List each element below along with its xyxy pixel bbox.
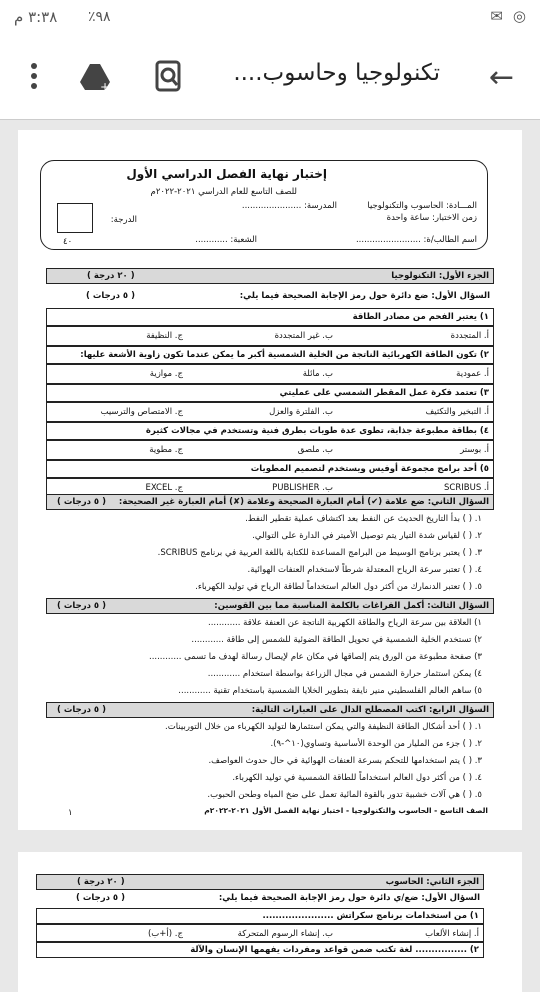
q2-item: ١. ( ) بدأ التاريخ الحديث عن النفط بعد اكتشاف عملية تقطير النفط. [245, 514, 482, 524]
whatsapp-icon: ◎ [512, 7, 526, 25]
page-number: ١ [68, 808, 73, 818]
exam-page-1 [18, 130, 522, 830]
mcq-item-stem [46, 346, 494, 364]
mcq-option-c: ج. موازية [149, 369, 183, 379]
q3-header [46, 598, 494, 614]
q4-score: ( ٥ درجات ) [57, 705, 106, 715]
mcq-option-a: أ. SCRIBUS [444, 483, 489, 493]
q2-title: السؤال الثاني: ضع علامة (✔) أمام العبارة الصحيحة وعلامة (✘) أمام العبارة غير الصحيحة: [118, 497, 489, 507]
q4-item: ٣. ( ) يتم استخدامها للتحكم بسرعة العنفات الهوائية في حال حدوث العواصف. [208, 756, 482, 766]
mcq-item-options [46, 402, 494, 422]
q3-item: ٤) يمكن استثمار حرارة الشمس في مجال الزراعة بواسطة استخدام ............ [207, 669, 482, 679]
mcq-item-stem [46, 308, 494, 326]
part2-title: الجزء الثاني: الحاسوب [385, 877, 479, 887]
part1-title: الجزء الأول: التكنولوجيا [391, 271, 489, 281]
mcq-option-b: ب. ملصق [297, 445, 333, 455]
p2-item2-stem [36, 942, 484, 958]
exam-section: الشعبة: ............ [195, 235, 257, 245]
exam-subject: المـــادة: الحاسوب والتكنولوجيا [367, 201, 477, 211]
exam-grade-label: الدرجة: [110, 215, 137, 225]
mcq-item-text: ١) يعتبر الفحم من مصادر الطاقة [352, 312, 489, 322]
mcq-item-text: ٤) بطاقة مطبوعة جذابة، تطوى عدة طويات بطرق فنية وتستخدم في مجالات كثيرة [145, 426, 489, 436]
q2-score: ( ٥ درجات ) [57, 497, 106, 507]
back-arrow-icon[interactable]: ← [488, 60, 514, 95]
exam-time: زمن الاختبار: ساعة واحدة [386, 213, 477, 223]
q2-item: ٥. ( ) تعتبر الدنمارك من أكثر دول العالم استخداماً لطاقة الرياح في توليد الكهرباء. [195, 582, 482, 592]
mcq-item-options [46, 440, 494, 460]
mcq-item-text: ٣) تعتمد فكرة عمل المقطر الشمسي على عمليتي [279, 388, 489, 398]
p2-item1-option-a: أ. إنشاء الألعاب [425, 929, 479, 939]
p2q1-header [36, 892, 484, 906]
q2-item: ٤. ( ) تعتبر سرعة الرياح المعتدلة شرطاً لاستخدام العنفات الهوائية. [247, 565, 482, 575]
grade-box [57, 203, 93, 233]
mcq-option-a: أ. التبخير والتكثيف [425, 407, 489, 417]
p2-item1-options [36, 924, 484, 942]
p2-item1-option-c: ج. (أ+ب) [147, 929, 183, 939]
q4-item: ٢. ( ) جزء من المليار من الوحدة الأساسية وتساوي(١٠^-٩). [270, 739, 482, 749]
part1-score: ( ٢٠ درجة ) [87, 271, 135, 281]
part2-score: ( ٢٠ درجة ) [77, 877, 125, 887]
exam-total: ٤٠ [63, 237, 73, 247]
mcq-option-b: ب. PUBLISHER [272, 483, 333, 493]
mcq-item-stem [46, 384, 494, 402]
svg-text:+: + [100, 80, 111, 94]
q3-item: ٥) ساهم العالم الفلسطيني منير نايفة بتطوير الخلايا الشمسية باستخدام تقنية ............ [178, 686, 482, 696]
status-time: ٣:٣٨ م [14, 8, 58, 26]
part1-header [46, 268, 494, 284]
search-document-icon[interactable] [150, 58, 186, 94]
mcq-option-b: ب. غير المتجددة [274, 331, 333, 341]
exam-title: إختبار نهاية الفصل الدراسي الأول [126, 167, 327, 181]
mcq-option-c: ج. EXCEL [145, 483, 183, 493]
part2-header [36, 874, 484, 890]
notification-icon: ✉ [490, 7, 503, 25]
q3-score: ( ٥ درجات ) [57, 601, 106, 611]
app-bar [0, 36, 540, 120]
exam-student: اسم الطالب/ة: ........................ [355, 235, 477, 245]
q3-title: السؤال الثالث: أكمل الفراغات بالكلمة المناسبة مما بين القوسين: [214, 601, 489, 611]
page-footer: الصف التاسع - الحاسوب والتكنولوجيا - اختبار نهاية الفصل الأول ٢٠٢١-٢٠٢٢م [204, 806, 488, 815]
status-battery: ٩٨٪ [88, 9, 111, 25]
mcq-option-a: أ. بوستر [460, 445, 489, 455]
mcq-item-stem [46, 422, 494, 440]
q3-item: ٣) صفحة مطبوعة من الورق يتم إلصاقها في مكان عام لإيصال رسالة لهدف ما تسمى ............ [149, 652, 482, 662]
mcq-item-text: ٥) أحد برامج مجموعة أوفيس ويستخدم لتصميم المطويات [250, 464, 489, 474]
mcq-item-options [46, 326, 494, 346]
mcq-item-text: ٢) تكون الطاقة الكهربائية الناتجة من الخلية الشمسية أكبر ما يمكن عندما تكون زاوية الأشعة عليها: [80, 350, 489, 360]
q4-title: السؤال الرابع: اكتب المصطلح الدال على العبارات التالية: [251, 705, 489, 715]
mcq-option-b: ب. مائلة [302, 369, 333, 379]
document-title: تكنولوجيا وحاسوب.... [233, 60, 440, 86]
q4-item: ٥. ( ) هي آلات خشبية تدور بالقوة المائية تعمل على ضخ المياه وطحن الحبوب. [207, 790, 482, 800]
mcq-option-a: أ. المتجددة [450, 331, 489, 341]
status-bar [0, 0, 540, 36]
exam-class: للصف التاسع للعام الدراسي ٢٠٢١-٢٠٢٢م [150, 187, 297, 197]
exam-school: المدرسة: ...................... [241, 201, 337, 211]
drive-add-icon[interactable] [78, 58, 114, 94]
p2-item2-text: ٢) ................ لغة تكتب ضمن قواعد ومفردات يفهمها الإنسان والآلة [190, 945, 479, 955]
exam-header [40, 160, 488, 250]
q1-score: ( ٥ درجات ) [86, 291, 135, 301]
exam-page-2 [18, 852, 522, 992]
mcq-option-c: ج. النظيفة [146, 331, 183, 341]
p2q1-score: ( ٥ درجات ) [76, 893, 125, 903]
mcq-item-options [46, 364, 494, 384]
q3-item: ١) العلاقة بين سرعة الرياح والطاقة الكهربية الناتجة عن العنفة علاقة ............ [208, 618, 482, 628]
mcq-option-a: أ. عمودية [456, 369, 489, 379]
q2-header [46, 494, 494, 510]
q4-header [46, 702, 494, 718]
p2-item1-text: ١) من استخدامات برنامج سكراتش ...................... [262, 911, 479, 921]
q3-item: ٢) تستخدم الخلية الشمسية في تحويل الطاقة الضوئية للشمس إلى طاقة ............ [191, 635, 482, 645]
p2q1-title: السؤال الأول: ضع/ي دائرة حول رمز الإجابة الصحيحة فيما يلي: [218, 893, 480, 903]
q2-item: ٢. ( ) لقياس شدة التيار يتم توصيل الأميتر في الدارة على التوالي. [252, 531, 482, 541]
q2-item: ٣. ( ) يعتبر برنامج الوسيط من البرامج المساعدة للكتابة باللغة العربية في برنامج SCRIBUS. [157, 548, 482, 558]
status-icons [490, 7, 526, 25]
mcq-option-c: ج. الامتصاص والترسيب [100, 407, 183, 417]
p2-item1-stem [36, 908, 484, 924]
q4-item: ٤. ( ) من أكثر دول العالم استخداماً للطاقة الشمسية في توليد الكهرباء. [232, 773, 482, 783]
q1-header [46, 290, 494, 304]
q1-title: السؤال الأول: ضع دائرة حول رمز الإجابة الصحيحة فيما يلي: [239, 291, 490, 301]
more-options-icon[interactable] [16, 58, 52, 94]
q4-item: ١. ( ) أحد أشكال الطاقة النظيفة والتي يمكن استثمارها لتوليد الكهرباء من خلال التوربينات. [165, 722, 482, 732]
mcq-item-stem [46, 460, 494, 478]
mcq-option-c: ج. مطوية [149, 445, 183, 455]
mcq-option-b: ب. الفلترة والعزل [269, 407, 333, 417]
p2-item1-option-b: ب. إنشاء الرسوم المتحركة [237, 929, 333, 939]
